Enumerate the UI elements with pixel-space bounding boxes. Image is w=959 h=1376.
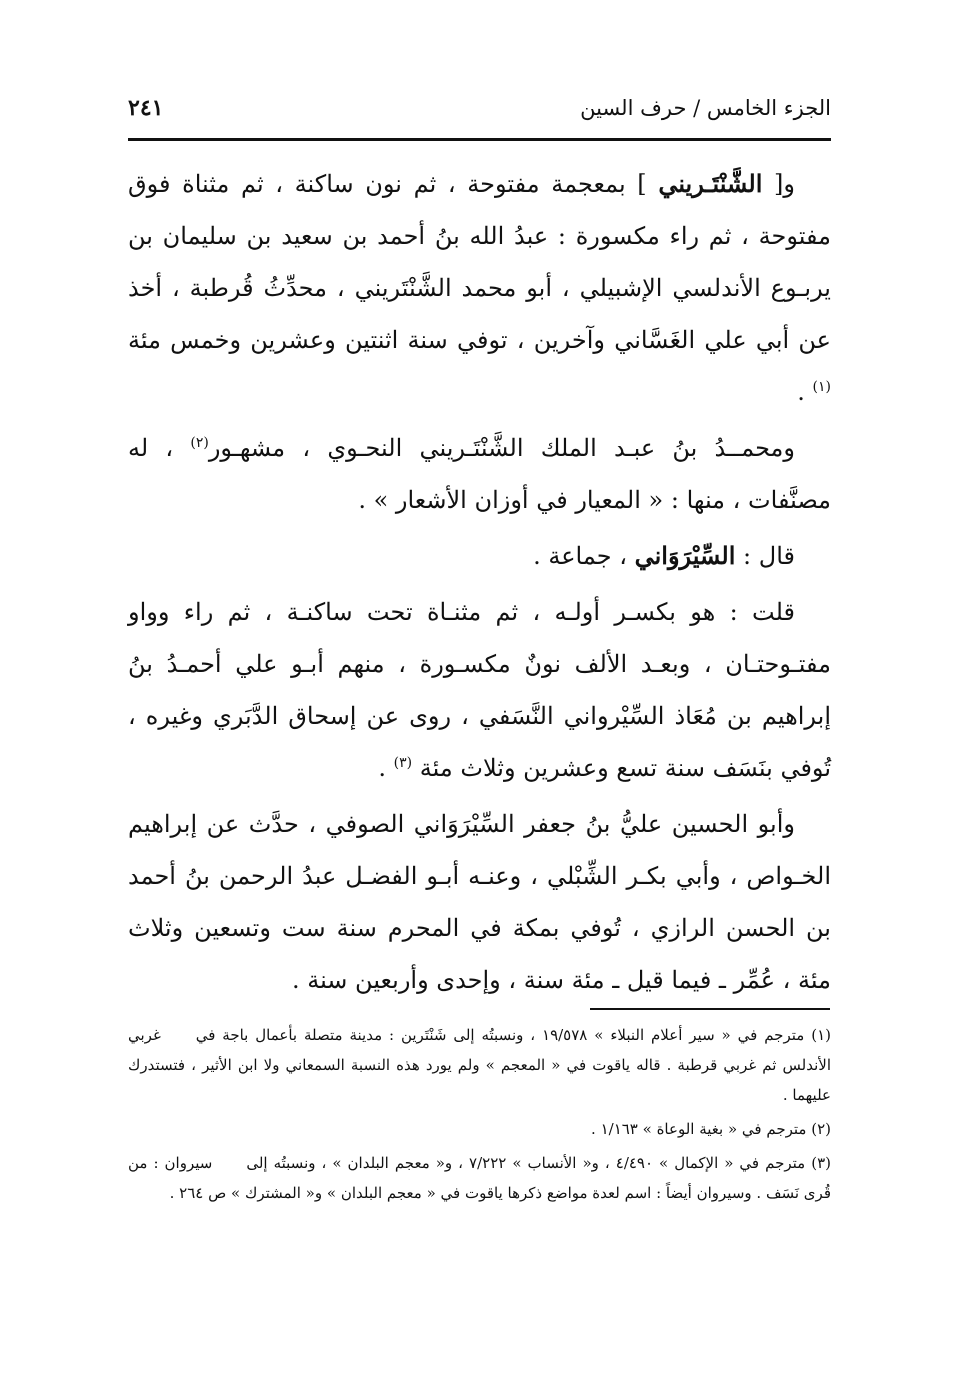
footnote-ref: (٣)	[393, 755, 413, 771]
footnotes	[128, 1020, 831, 1212]
page-number: ٢٤١	[128, 95, 164, 121]
footnote-2: (٢) مترجم في « بغية الوعاة » ١/١٦٣ .	[591, 1120, 831, 1138]
footnote-1: (١) مترجم في « سير أعلام النبلاء » ١٩/٥٧٨ ، ونسبتُه إلى شَنْتَرين : مدينة متصلة بأعمال باجة في غربي الأندلس ثم غربي قرطبة . قاله ياقوت في « المعجم » ولم يورد هذه النسبة السمعاني ولا ابن الأثير ، فتستدرك عليهما .	[128, 1026, 831, 1104]
paragraph-muhammad: ومحمــدُ بنُ عبـد الملك الشَّنْتَـريني النحـوي ، مشهـور$^{(٢)}$ ، له مصنَّفات ، منها : « المعيار في أوزان الأشعار » .	[128, 434, 831, 514]
entry-keyword: الشَّنْتَـريني	[658, 169, 763, 198]
paragraph-abu-al-husayn: وأبو الحسين عليُّ بنُ جعفر السِّيْرَوَاني الصوفي ، حدَّث عن إبراهيم الخـواص ، وأبي بكـر الشِّبْلي ، وعنـه أبـو الفضـل عبدُ الرحمن بنُ أحمد بن الحسن الرازي ، تُوفي بمكة في المحرم سنة ست وتسعين وثلاث مئة ، عُمِّر ـ فيما قيل ـ مئة سنة ، وإحدى وأربعين سنة .	[128, 810, 831, 994]
paragraph-qultu: قلت : هو بكسـر أولـه ، ثم مثنـاة تحت ساكنـة ، ثم راء وواو مفتـوحتـان ، وبعـد الألف نونٌ مكسـورة ، منهم أبـو علي أحمـدُ بنُ إبراهيم بن مُعَاذ السِّيْرواني النَّسَفي ، روى عن إسحاق الدَّبَري وغيره ، تُوفي بنَسَف سنة تسع وعشرين وثلاث مئة $^{(٣)}$ .	[128, 598, 831, 782]
footnote-divider	[590, 1008, 830, 1010]
footnote-ref: (١)	[812, 379, 831, 395]
entry-sirawani: قال : السِّيْرَوَاني ، جماعة .	[533, 541, 795, 570]
header-divider	[128, 138, 831, 141]
running-header	[128, 88, 831, 128]
entry-shantarini: و[ الشَّنْتَـريني ] بمعجمة مفتوحة ، ثم نون ساكنة ، ثم مثناة فوق مفتوحة ، ثم راء مكسورة : عبدُ الله بنُ أحمد بن سعيد بن سليمان بن يربـوع الأندلسي الإشبيلي ، أبو محمد الشَّنْتَريني ، محدِّثُ قُرطبة ، أخذ عن أبي علي الغَسَّاني وآخرين ، توفي سنة اثنتين وعشرين وخمس مئة $^{(١)}$ .	[128, 169, 831, 406]
entry-keyword: السِّيْرَوَاني	[634, 541, 736, 570]
footnote-ref: (٢)	[190, 435, 209, 451]
main-text	[128, 158, 831, 1006]
footnote-3: (٣) مترجم في « الإكمال » ٤/٤٩٠ ، و« الأنساب » ٧/٢٢٢ ، و« معجم البلدان » ، ونسبتُه إلى سيروان : من قُرى نَسَف . وسيروان أيضاً : اسم لعدة مواضع ذكرها ياقوت في « معجم البلدان » و« المشترك » ص ٢٦٤ .	[128, 1154, 831, 1202]
header-title: الجزء الخامس / حرف السين	[580, 96, 831, 120]
